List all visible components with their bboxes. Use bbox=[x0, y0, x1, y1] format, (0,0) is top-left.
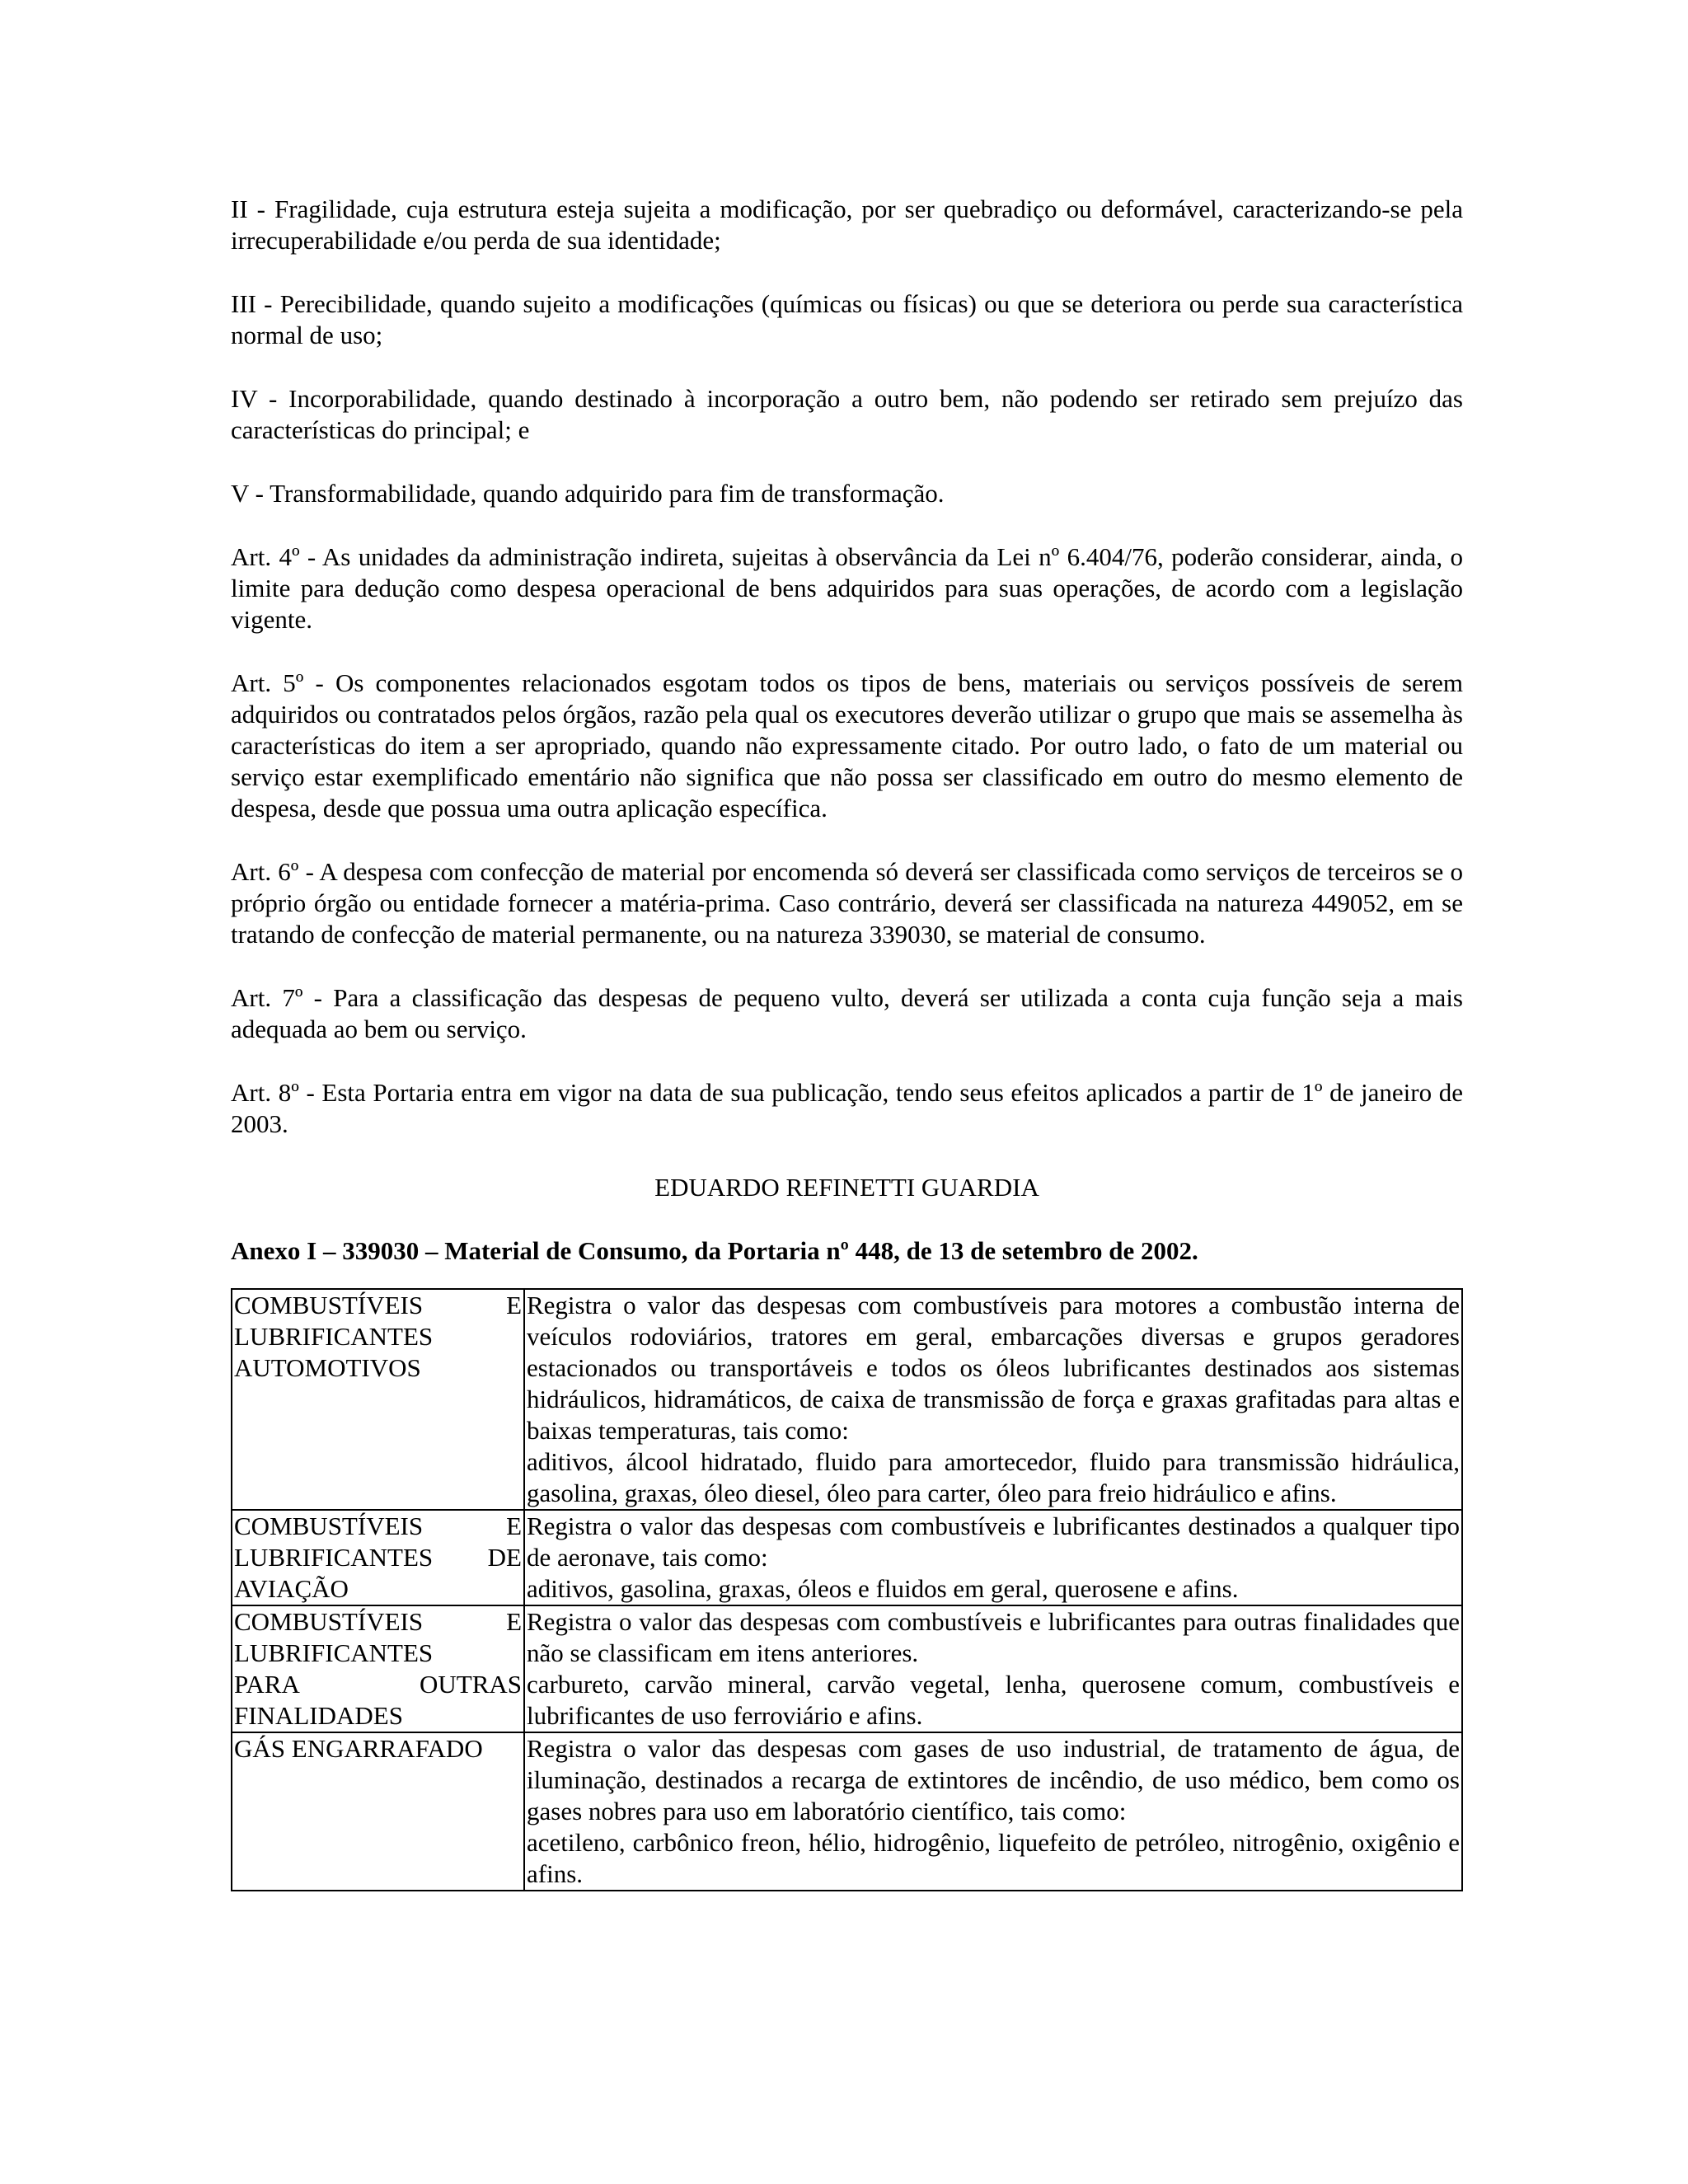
category-line: AVIAÇÃO bbox=[234, 1574, 349, 1603]
category-cell bbox=[232, 1510, 524, 1605]
examples-text: aditivos, gasolina, graxas, óleos e fluidos em geral, querosene e afins. bbox=[527, 1574, 1239, 1603]
category-cell bbox=[232, 1289, 524, 1510]
paragraph-item-ii: II - Fragilidade, cuja estrutura esteja sujeita a modificação, por ser quebradiço ou deformável, caracterizando-se pela irrecuperabilidade e/ou perda de sua identidade; bbox=[231, 194, 1463, 255]
category-cell bbox=[232, 1605, 524, 1732]
category-line: PARA OUTRAS bbox=[234, 1670, 522, 1699]
examples-text: carbureto, carvão mineral, carvão vegetal, lenha, querosene comum, combustíveis e lubrificantes de uso ferroviário e afins. bbox=[527, 1670, 1460, 1730]
category-line: GÁS ENGARRAFADO bbox=[234, 1734, 483, 1763]
category-line: LUBRIFICANTES DE bbox=[234, 1543, 522, 1572]
paragraph-art-6: Art. 6º - A despesa com confecção de material por encomenda só deverá ser classificada como serviços de terceiros se o próprio órgão ou entidade fornecer a matéria-prima. Caso contrário, deverá ser classificada na natureza 449052, em se tratando de confecção de material permanente, ou na natureza 339030, se material de consumo. bbox=[231, 857, 1463, 949]
category-cell bbox=[232, 1732, 524, 1891]
description-text: Registra o valor das despesas com combustíveis e lubrificantes para outras finalidades que não se classificam em itens anteriores. bbox=[527, 1607, 1460, 1667]
category-line: COMBUSTÍVEIS E bbox=[234, 1511, 522, 1540]
description-cell bbox=[524, 1289, 1462, 1510]
table-row bbox=[232, 1732, 1462, 1891]
category-line: COMBUSTÍVEIS E bbox=[234, 1607, 522, 1636]
description-text: Registra o valor das despesas com combustíveis e lubrificantes destinados a qualquer tipo de aeronave, tais como: bbox=[527, 1511, 1460, 1572]
description-cell bbox=[524, 1605, 1462, 1732]
category-line: LUBRIFICANTES bbox=[234, 1638, 434, 1667]
description-cell bbox=[524, 1510, 1462, 1605]
category-line: FINALIDADES bbox=[234, 1701, 403, 1730]
paragraph-art-4: Art. 4º - As unidades da administração indireta, sujeitas à observância da Lei nº 6.404/76, poderão considerar, ainda, o limite para dedução como despesa operacional de bens adquiridos para suas operações, de acordo com a legislação vigente. bbox=[231, 542, 1463, 634]
table-row bbox=[232, 1289, 1462, 1510]
category-line: AUTOMOTIVOS bbox=[234, 1353, 421, 1382]
annex-title: Anexo I – 339030 – Material de Consumo, da Portaria nº 448, de 13 de setembro de 2002. bbox=[231, 1236, 1198, 1265]
category-line: LUBRIFICANTES bbox=[234, 1322, 434, 1351]
paragraph-item-iii: III - Perecibilidade, quando sujeito a modificações (químicas ou físicas) ou que se deteriora ou perde sua característica normal de uso; bbox=[231, 289, 1463, 349]
table-row bbox=[232, 1605, 1462, 1732]
description-text: Registra o valor das despesas com gases de uso industrial, de tratamento de água, de iluminação, destinados a recarga de extintores de incêndio, de uso médico, bem como os gases nobres para uso em laboratório científico, tais como: bbox=[527, 1734, 1460, 1825]
paragraph-item-v: V - Transformabilidade, quando adquirido para fim de transformação. bbox=[231, 479, 945, 508]
description-text: Registra o valor das despesas com combustíveis para motores a combustão interna de veículos rodoviários, tratores em geral, embarcações diversas e grupos geradores estacionados ou transportáveis e todos os óleos lubrificantes destinados aos sistemas hidráulicos, hidramáticos, de caixa de transmissão de força e graxas grafitadas para altas e baixas temperaturas, tais como: bbox=[527, 1291, 1460, 1445]
document-page bbox=[231, 194, 1463, 1891]
examples-text: aditivos, álcool hidratado, fluido para amortecedor, fluido para transmissão hidráulica, gasolina, graxas, óleo diesel, óleo para carter, óleo para freio hidráulico e afins. bbox=[527, 1447, 1460, 1507]
category-line: COMBUSTÍVEIS E bbox=[234, 1291, 522, 1319]
description-cell bbox=[524, 1732, 1462, 1891]
paragraph-item-iv: IV - Incorporabilidade, quando destinado à incorporação a outro bem, não podendo ser retirado sem prejuízo das características do principal; e bbox=[231, 384, 1463, 444]
paragraph-art-7: Art. 7º - Para a classificação das despesas de pequeno vulto, deverá ser utilizada a conta cuja função seja a mais adequada ao bem ou serviço. bbox=[231, 983, 1463, 1043]
examples-text: acetileno, carbônico freon, hélio, hidrogênio, liquefeito de petróleo, nitrogênio, oxigênio e afins. bbox=[527, 1828, 1460, 1888]
paragraph-art-5: Art. 5º - Os componentes relacionados esgotam todos os tipos de bens, materiais ou serviços possíveis de serem adquiridos ou contratados pelos órgãos, razão pela qual os executores deverão utilizar o grupo que mais se assemelha às características do item a ser apropriado, quando não expressamente citado. Por outro lado, o fato de um material ou serviço estar exemplificado ementário não significa que não possa ser classificado em outro do mesmo elemento de despesa, desde que possua uma outra aplicação específica. bbox=[231, 668, 1463, 823]
table-row bbox=[232, 1510, 1462, 1605]
annex-table bbox=[231, 1288, 1463, 1891]
signature-name: EDUARDO REFINETTI GUARDIA bbox=[654, 1173, 1039, 1202]
paragraph-art-8: Art. 8º - Esta Portaria entra em vigor na data de sua publicação, tendo seus efeitos aplicados a partir de 1º de janeiro de 2003. bbox=[231, 1078, 1463, 1138]
